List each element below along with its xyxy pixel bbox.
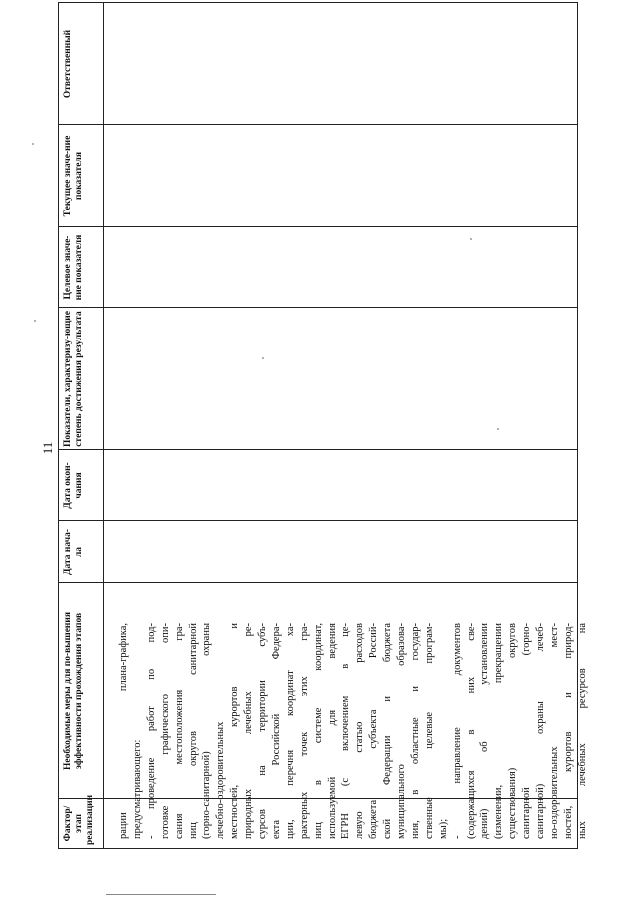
measures-line: предусматривающего: bbox=[131, 739, 143, 839]
measures-line: природных лечебных ре- bbox=[243, 623, 255, 839]
header-end-date: Дата окон-чания bbox=[63, 462, 84, 509]
scan-speck bbox=[497, 428, 499, 430]
scan-speck bbox=[32, 143, 34, 145]
measures-line: (изменении, прекращении bbox=[493, 623, 505, 839]
header-responsible: Ответственный bbox=[63, 29, 73, 99]
measures-line: готовке графического опи- bbox=[159, 623, 171, 839]
measures-line: рации плана-графика, bbox=[118, 623, 129, 839]
header-target-value: Целевое значе-ние показателя bbox=[63, 234, 84, 301]
scan-speck bbox=[262, 357, 264, 359]
measures-line: ниц в системе координат, bbox=[312, 623, 324, 839]
measures-line: ской Федерации и бюджета bbox=[382, 623, 394, 839]
scan-speck bbox=[470, 238, 472, 240]
measures-line: рактерных точек этих гра- bbox=[298, 623, 310, 839]
header-indicators: Показатели, характеризу-ющие степень достижения результата bbox=[63, 310, 84, 447]
header-current-value: Текущее значе-ние показателя bbox=[63, 135, 84, 217]
measures-line: мы); bbox=[437, 818, 449, 839]
measures-line: (содержащихся в них све- bbox=[465, 623, 477, 839]
measures-line: дений) об установлении bbox=[479, 623, 491, 839]
measures-line: ностей, курортов и природ- bbox=[562, 623, 574, 839]
measures-line: существования) округов bbox=[507, 623, 519, 839]
measures-line: - проведение работ по под- bbox=[145, 623, 157, 839]
measures-line: ния, в областные и государ- bbox=[409, 623, 421, 839]
footer-rule bbox=[106, 894, 216, 895]
scan-speck bbox=[34, 320, 36, 322]
measures-line: ных лечебных ресурсов на bbox=[576, 623, 588, 839]
measures-line: сания местоположения гра- bbox=[173, 623, 185, 839]
measures-line: ЕГРН (с включением в це- bbox=[340, 623, 352, 839]
measures-line: (горно-санитарной) охраны bbox=[201, 623, 213, 839]
measures-line: ции, перечня координат ха- bbox=[284, 623, 296, 839]
measures-line: используемой для ведения bbox=[326, 623, 338, 839]
header-measures: Необходимые меры для по-вышения эффективности прохождения этапов bbox=[63, 611, 84, 771]
measures-line: екта Российской Федера- bbox=[270, 623, 282, 839]
measures-line: лечебно-оздоровительных bbox=[215, 721, 227, 839]
measures-line: - направление документов bbox=[451, 623, 463, 839]
measures-line: сурсов на территории субъ- bbox=[257, 623, 268, 839]
measures-line: ственные целевые програм- bbox=[423, 623, 435, 839]
header-factor: Фактор/этап реализации bbox=[63, 794, 95, 845]
measures-line: левую статью расходов bbox=[354, 623, 366, 839]
header-start-date: Дата нача-ла bbox=[63, 528, 84, 576]
measures-line: санитарной) охраны лечеб- bbox=[535, 623, 546, 839]
measures-line: санитарной (горно- bbox=[521, 623, 533, 839]
measures-line: бюджета субъекта Россий- bbox=[368, 623, 380, 839]
measures-line: ниц округов санитарной bbox=[187, 623, 199, 839]
measures-line: муниципального образова- bbox=[396, 623, 407, 839]
measures-line: но-оздоровительных мест- bbox=[548, 623, 560, 839]
measures-line: местностей, курортов и bbox=[229, 623, 241, 839]
page-number: 11 bbox=[40, 441, 55, 455]
